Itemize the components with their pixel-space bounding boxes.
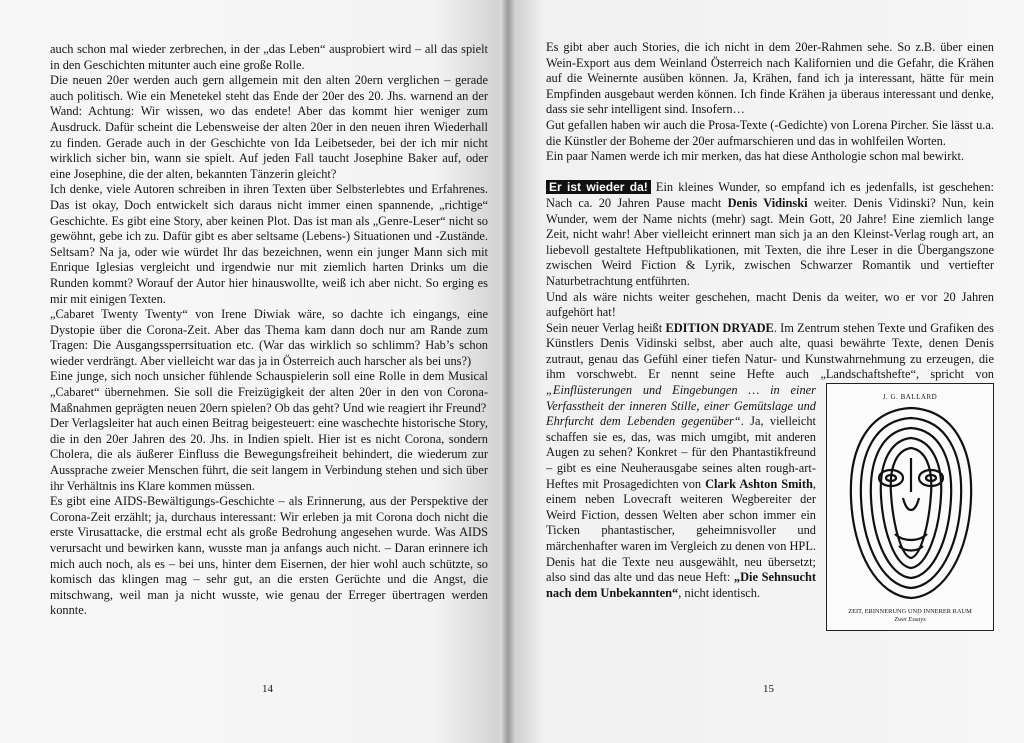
paragraph: Gut gefallen haben wir auch die Prosa-Texte (-Gedichte) von Lorena Pircher. Sie lässt u.a. die Künstler der Boheme der 20er aufmarschieren und das in wohlfeilen Worten. (546, 117, 994, 148)
text-run: , nicht identisch. (678, 585, 761, 600)
figure-subtitle: Zwei Essays (894, 616, 926, 624)
paragraph: Ich denke, viele Autoren schreiben in ihren Texten über Selbsterlebtes und Erfahrenes. Das ist okay, Doch entwickelt sich daraus nicht immer einen spannende, „richtige“ Geschichte. Es gibt eine Story, aber keinen Plot. Das ist man als „Genre-Leser“ nicht so gewöhnt, gebe ich zu. Dafür gibt es aber seltsame (Lebens-) Situationen und -Zustände. Seltsam? Na ja, oder wie würdet Ihr das bezeichnen, wenn ein junger Mann sich mit Enrique Iglesias vergleicht und irgendwie nur mit ziemlich harten Drinks um die Runden kommt? Worauf der Autor hier hinauswollte, weiß ich aber nicht. So erging es mir mit einigen Texten. (50, 182, 488, 306)
paragraph: auch schon mal wieder zerbrechen, in der „das Leben“ ausprobiert wird – all das spielt in den Geschichten mitunter auch eine große Rolle. (50, 42, 488, 72)
text-run: . Im Zentrum stehen Texte und Grafiken des Künstlers Denis Vidinski selbst, aber auch alte, quasi bewährte Texte, denen Denis zutraut, genau das Gefühl einer tiefen Natur- und Kunstwahrnehmung zu erzeugen, die ihm vorschwebt. Er nennt seine Hefte auch „Landschaftshefte“, spricht von (546, 320, 994, 382)
page-number-left: 14 (262, 683, 273, 695)
author-name: Denis Vidinski (727, 195, 808, 210)
book-title: „Die Sehnsucht nach dem Unbekannten“ (546, 570, 816, 600)
contour-face-icon (841, 402, 981, 602)
right-page-text (546, 40, 994, 631)
paragraph: Es gibt aber auch Stories, die ich nicht in dem 20er-Rahmen sehe. So z.B. über einen Wein-Export aus dem Weinland Österreich nach Kalifornien und die Gefahr, die Krähen auf die Weinernte ausüben können. Ja, Krähen, fand ich ja interessant, hätte für mein Empfinden ausgebaut werden können. Ich finde Krähen ja überaus interessant und denke, dass sie sehr intelligent sind. Insofern… (546, 40, 994, 117)
author-name: Clark Ashton Smith (705, 476, 813, 491)
paragraph: Eine junge, sich noch unsicher fühlende Schauspielerin soll eine Rolle in dem Musical „Cabaret“ übernehmen. Sie soll die Freizügigkeit der alten 20er in den von Corona-Maßnahmen geprägten neuen 20ern spielen? Ob das geht? Und wie reagiert ihr Freund? (50, 369, 488, 415)
book-cover-figure (826, 383, 994, 631)
paragraph: Der Verlagsleiter hat auch einen Beitrag beigesteuert: eine waschechte historische Story, die in den 20er Jahren des 20. Jhs. in Indien spielt. Hier ist es nicht Corona, sondern Cholera, die als äußerer Einfluss die Bewegungsfreiheit behindert, die wiederum zur Aussprache zweier Menschen führt, die seit langem in Verbindung stehen und sich über ihr Verhältnis ins Klare kommen müssen. (50, 416, 488, 493)
text-run: weiter. Denis Vidinski? Nun, kein Wunder, wem der Name nichts (mehr) sagt. Mein Gott, 20 Jahre! Eine ziemlich lange Zeit, nicht wahr! Aber vielleicht erinnert man sich ja an den Kleinst-Verlag rough art, an liebevoll gestaltete Heftpublikationen, mit Texten, die ihre Leser in die Übergangszone zwischen Weird Fiction & Lyrik, zwischen Schwarzer Romantik und vertiefter Naturbetrachtung entführten. (546, 195, 994, 288)
figure-title: ZEIT, ERINNERUNG UND INNERER RAUM (848, 608, 972, 616)
figure-author-label: J. G. BALLARD (882, 393, 938, 402)
page-number-right: 15 (763, 683, 774, 695)
text-run: . Ja, vielleicht schaffen sie es, das, was mich umgibt, mit anderen Augen zu sehen? Konkret – für den Phantastikfreund – gibt es eine Neuherausgabe seines alten rough-art-Heftes mit Prosagedichten von (546, 414, 816, 491)
text-run: Sein neuer Verlag heißt (546, 320, 666, 335)
left-page (0, 0, 508, 743)
section-highlight: Er ist wieder da! (546, 180, 651, 194)
left-page-text (50, 42, 488, 619)
book-gutter (500, 0, 516, 743)
paragraph: Die neuen 20er werden auch gern allgemein mit den alten 20ern verglichen – gerade auch politisch. Wie ein Menetekel steht das Ende der 20er des 20. Jhs. warnend an der Wand: Achtung: Wir wissen, wo das endete! Aber das kommt hier weniger zum Ausdruck. Dafür scheint die Lebensweise der alten 20er in den neuen ihren Wiederhall zu finden. Gerade auch in der Geschichte von Ida Leibetseder, bei der ich mir nicht wirklich sicher bin, wann sie spielt. Auf jeden Fall taucht Josephine Baker auf, oder eine Josephine, die der alten, bekannten Tänzerin gleicht? (50, 73, 488, 181)
paragraph: Ein paar Namen werde ich mir merken, das hat diese Anthologie schon mal bewirkt. (546, 149, 965, 164)
text-run: Ein kleines Wunder, so empfand ich es jedenfalls, ist geschehen: Nach ca. 20 Jahren Pause macht (546, 180, 995, 210)
quote: „Einflüsterungen und Eingebungen … in einer Verfasstheit der inneren Stille, einer Gemütslage und Ehrfurcht dem Lebenden gegenüber“ (546, 383, 816, 429)
paragraph (546, 320, 994, 624)
paragraph: „Cabaret Twenty Twenty“ von Irene Diwiak wäre, so dachte ich eingangs, eine Dystopie über die Corona-Zeit. Aber das Thema kam dann doch nur am Rande zum Tragen: Die Ausgangssperrsituation etc. (War das wirklich so schlimm? Hab’s schon wieder verdrängt. Aber vielleicht war das ja in Österreich auch harscher als bei uns?) (50, 307, 488, 368)
paragraph-gap (546, 165, 994, 181)
paragraph: Es gibt eine AIDS-Bewältigungs-Geschichte – als Erinnerung, aus der Perspektive der Corona-Zeit erzählt; ja, durchaus interessant: Wir erleben ja mit Corona doch nicht die erste Virusattacke, die erstmal echt als große Bedrohung angesehen wurde. Was AIDS verursacht und bewirken kann, wusste man ja anfangs auch nicht. – Daran erinnere ich mich auch noch, als es – bei uns, hinter dem Eisernen, der hier wohl auch schützte, so komisch das klingen mag – sehr gut, an die ersten Gerüchte und die Angst, die mitschwang, weil man ja nicht wusste, wie genau der Erreger übertragen werden konnte. (50, 494, 488, 618)
publisher-name: EDITION DRYADE (665, 320, 774, 335)
text-run: , einem neben Lovecraft weiteren Wegbereiter der Weird Fiction, dessen Welten aber schon immer ein Ticken phantastischer, geheimnisvoller und märchenhafter waren im Vergleich zu denen von HPL. Denis hat die Texte neu ausgewählt, neu übersetzt; also sind das alte und das neue Heft: (546, 476, 816, 585)
right-page (508, 0, 1024, 743)
paragraph (546, 180, 994, 289)
paragraph: Und als wäre nichts weiter geschehen, macht Denis da weiter, wo er vor 20 Jahren aufgehört hat! (546, 289, 994, 320)
